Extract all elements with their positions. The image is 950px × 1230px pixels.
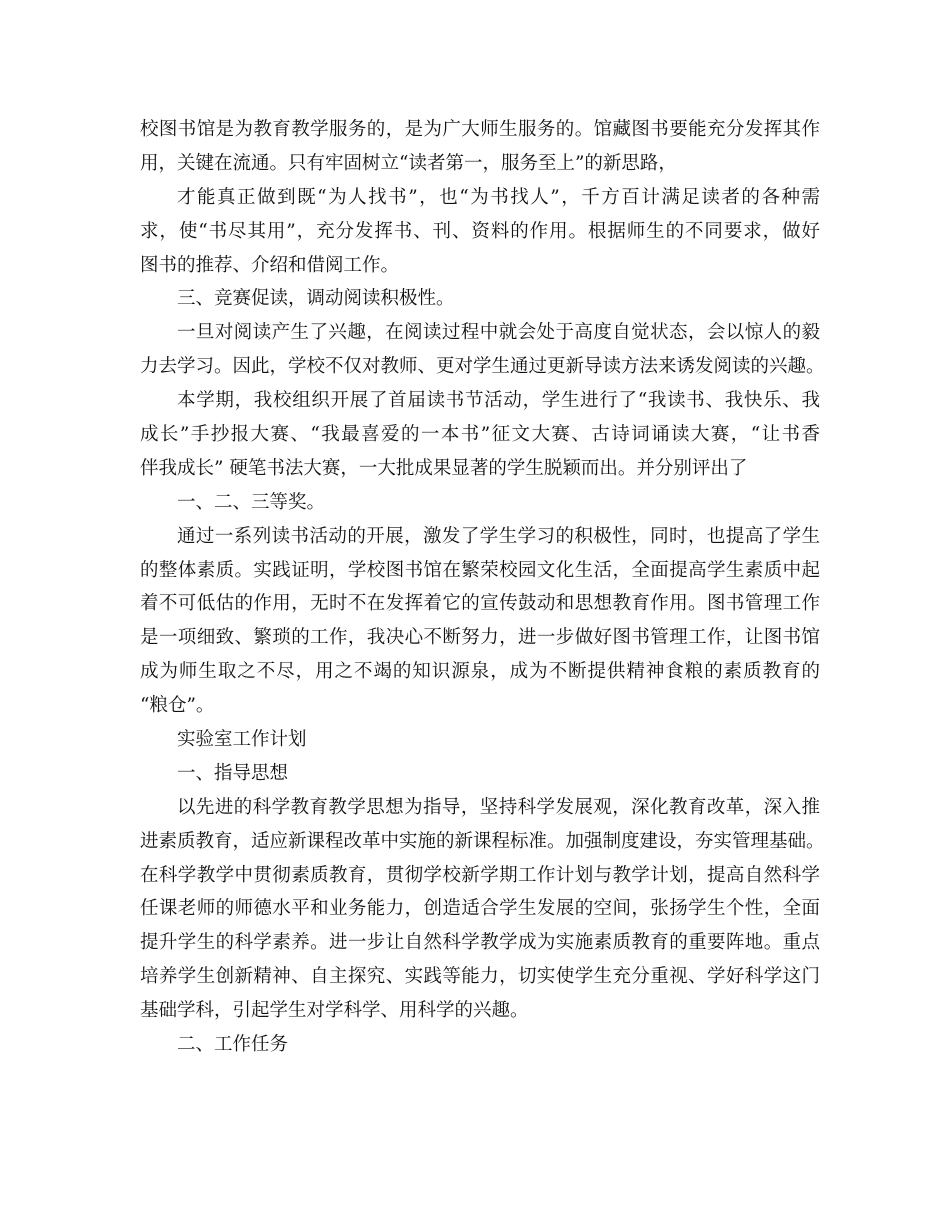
- paragraph-line: 的整体素质。实践证明，学校图书馆在繁荣校园文化生活，全面提高学生素质中起: [140, 559, 820, 581]
- paragraph-line: 着不可低估的作用，无时不在发挥着它的宣传鼓动和思想教育作用。图书管理工作: [140, 593, 820, 615]
- paragraph-line: 任课老师的师德水平和业务能力，创造适合学生发展的空间，张扬学生个性，全面: [140, 898, 820, 920]
- paragraph-line: 一旦对阅读产生了兴趣，在阅读过程中就会处于高度自觉状态，会以惊人的毅: [177, 322, 820, 344]
- paragraph-line: 通过一系列读书活动的开展，激发了学生学习的积极性，同时，也提高了学生: [177, 525, 820, 547]
- paragraph-line-end: 用，关键在流通。只有牢固树立“读者第一，服务至上”的新思路，: [140, 152, 677, 174]
- paragraph-line-end: 一、指导思想: [177, 762, 289, 784]
- paragraph-line: 本学期，我校组织开展了首届读书节活动，学生进行了“我读书、我快乐、我: [177, 390, 820, 412]
- paragraph-line-end: 二、工作任务: [177, 1034, 289, 1056]
- paragraph-line-end: 图书的推荐、介绍和借阅工作。: [140, 254, 400, 276]
- paragraph-line: 求，使“书尽其用”，充分发挥书、刊、资料的作用。根据师生的不同要求，做好: [140, 220, 820, 242]
- paragraph-line: 校图书馆是为教育教学服务的，是为广大师生服务的。馆藏图书要能充分发挥其作: [140, 119, 820, 140]
- paragraph-line-end: 力去学习。因此，学校不仅对教师、更对学生通过更新导读方法来诱发阅读的兴趣。: [140, 356, 825, 378]
- paragraph-line-end: “粮仓”。: [140, 695, 215, 717]
- paragraph-line: 培养学生创新精神、自主探究、实践等能力，切实使学生充分重视、学好科学这门: [140, 966, 820, 988]
- paragraph-line: 在科学教学中贯彻素质教育，贯彻学校新学期工作计划与教学计划，提高自然科学: [140, 864, 820, 886]
- paragraph-line-end: 三、竞赛促读，调动阅读积极性。: [177, 288, 455, 310]
- paragraph-line: 以先进的科学教育教学思想为指导，坚持科学发展观，深化教育改革，深入推: [177, 796, 820, 818]
- paragraph-line: 提升学生的科学素养。进一步让自然科学教学成为实施素质教育的重要阵地。重点: [140, 932, 820, 954]
- paragraph-line: 才能真正做到既“为人找书”，也“为书找人”，千方百计满足读者的各种需: [177, 186, 820, 208]
- paragraph-line: 进素质教育，适应新课程改革中实施的新课程标准。加强制度建设，夯实管理基础。: [140, 830, 825, 852]
- document-page: [140, 113, 825, 1062]
- paragraph-line-end: 伴我成长” 硬笔书法大赛，一大批成果显著的学生脱颖而出。并分别评出了: [140, 457, 748, 479]
- paragraph-line: 是一项细致、繁琐的工作，我决心不断努力，进一步做好图书管理工作，让图书馆: [140, 627, 820, 649]
- paragraph-line: 成长”手抄报大赛、“我最喜爱的一本书”征文大赛、古诗词诵读大赛，“让书香: [140, 424, 820, 446]
- paragraph-line-end: 实验室工作计划: [177, 729, 307, 751]
- paragraph-line-end: 基础学科，引起学生对学科学、用科学的兴趣。: [140, 1000, 529, 1022]
- paragraph-line: 成为师生取之不尽，用之不竭的知识源泉，成为不断提供精神食粮的素质教育的: [140, 661, 820, 683]
- paragraph-line-end: 一、二、三等奖。: [177, 491, 326, 513]
